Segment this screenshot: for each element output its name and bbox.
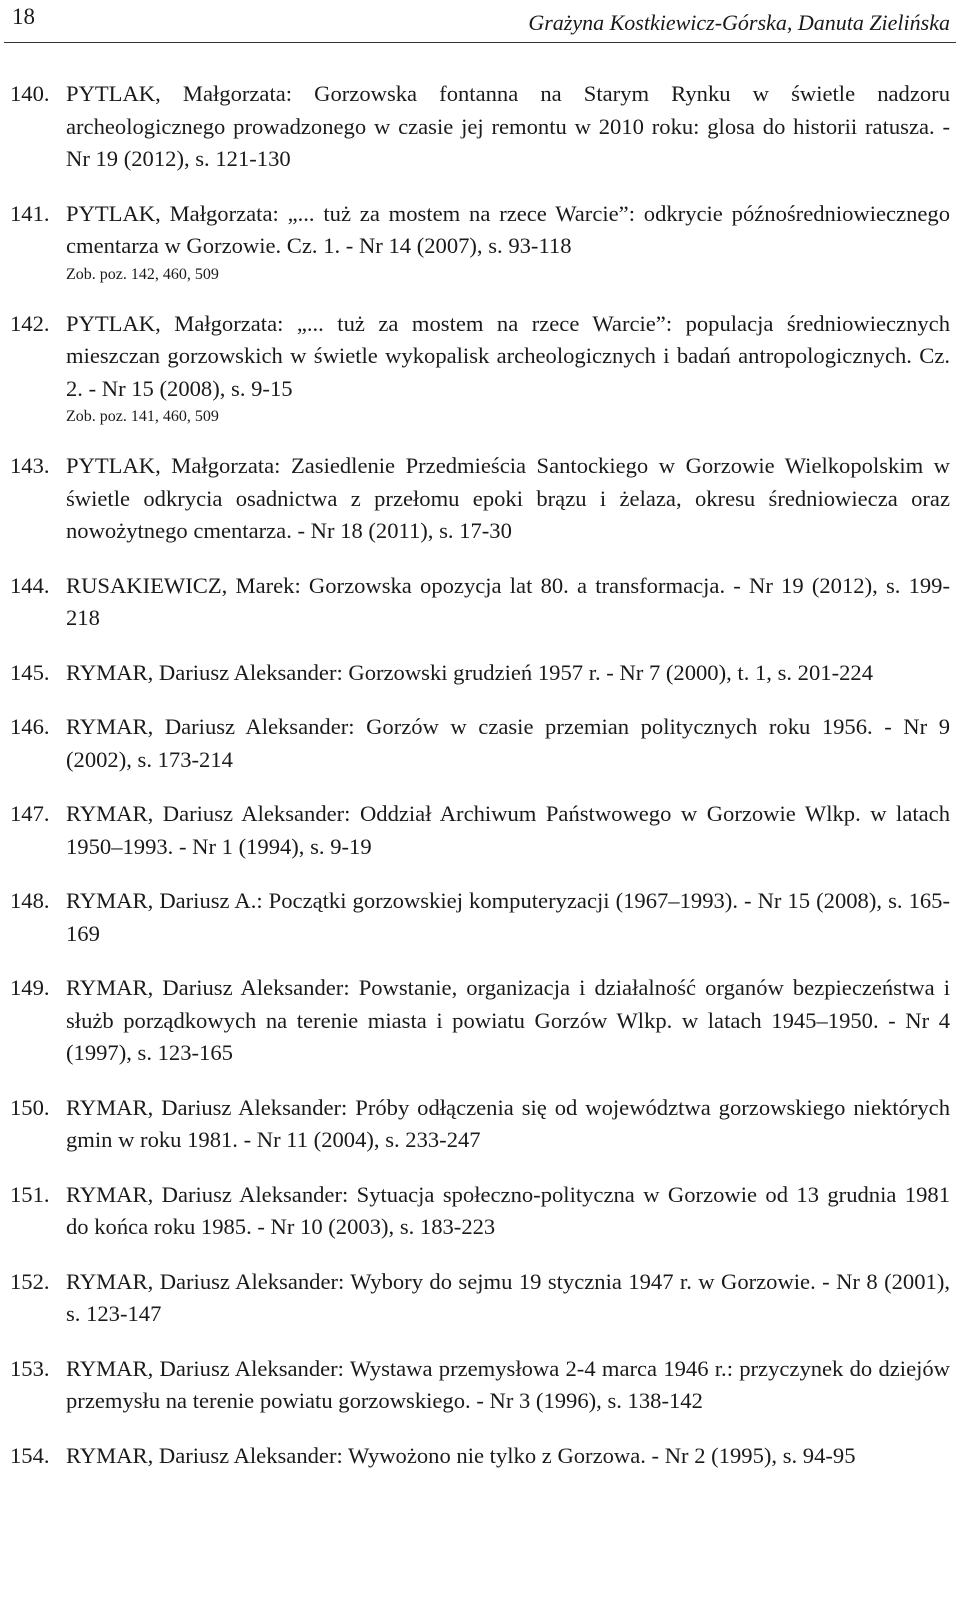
entry-text: RYMAR, Dariusz Aleksander: Wystawa przemysłowa 2-4 marca 1946 r.: przyczynek do dziejów przemysłu na terenie powiatu gorzowskiego. - Nr 3 (1996), s. 138-142 [66, 1355, 950, 1413]
list-item [10, 308, 950, 406]
list-item [10, 657, 950, 690]
running-title: Grażyna Kostkiewicz-Górska, Danuta Zielińska [528, 10, 950, 35]
list-item [10, 78, 950, 176]
list-item [10, 1179, 950, 1244]
see-also-note: Zob. poz. 141, 460, 509 [66, 408, 219, 425]
entry-number: 140. [10, 81, 50, 106]
page-header [0, 0, 960, 44]
entry-text: RYMAR, Dariusz Aleksander: Oddział Archiwum Państwowego w Gorzowie Wlkp. w latach 1950–1993. - Nr 1 (1994), s. 9-19 [66, 801, 950, 859]
entry-number: 144. [10, 572, 50, 598]
entry-number: 149. [10, 975, 50, 1000]
list-item [10, 711, 950, 776]
list-item [10, 798, 950, 863]
list-item [10, 972, 950, 1070]
entry-number: 147. [10, 801, 50, 826]
entry-number: 148. [10, 888, 50, 913]
entry-number: 146. [10, 714, 50, 739]
entry-text: RYMAR, Dariusz Aleksander: Próby odłączenia się od województwa gorzowskiego niektórych gmin w roku 1981. - Nr 11 (2004), s. 233-247 [66, 1094, 950, 1152]
entry-text: RYMAR, Dariusz Aleksander: Wywożono nie tylko z Gorzowa. - Nr 2 (1995), s. 94-95 [66, 1442, 856, 1468]
entry-number: 143. [10, 453, 50, 478]
entry-number: 151. [10, 1181, 50, 1207]
entry-number: 152. [10, 1268, 50, 1294]
entry-number: 153. [10, 1355, 50, 1381]
list-item [10, 1266, 950, 1331]
list-item [10, 198, 950, 263]
bibliography-list [10, 78, 950, 1494]
entry-text: RYMAR, Dariusz Aleksander: Gorzowski grudzień 1957 r. - Nr 7 (2000), t. 1, s. 201-224 [66, 659, 873, 685]
entry-number: 141. [10, 200, 50, 226]
entry-text: RYMAR, Dariusz A.: Początki gorzowskiej komputeryzacji (1967–1993). - Nr 15 (2008), s. 165-169 [66, 888, 950, 946]
entry-text: PYTLAK, Małgorzata: Zasiedlenie Przedmieścia Santockiego w Gorzowie Wielkopolskim w świetle odkrycia osadnictwa z przełomu epoki brązu i żelaza, okresu średniowiecza oraz nowożytnego cmentarza. - Nr 18 (2011), s. 17-30 [66, 453, 950, 543]
list-item [10, 1092, 950, 1157]
entry-text: RYMAR, Dariusz Aleksander: Sytuacja społeczno-polityczna w Gorzowie od 13 grudnia 1981 do końca roku 1985. - Nr 10 (2003), s. 183-223 [66, 1181, 950, 1239]
list-item [10, 570, 950, 635]
list-item [10, 885, 950, 950]
entry-text: RYMAR, Dariusz Aleksander: Gorzów w czasie przemian politycznych roku 1956. - Nr 9 (2002), s. 173-214 [66, 714, 950, 772]
entry-text: RYMAR, Dariusz Aleksander: Wybory do sejmu 19 stycznia 1947 r. w Gorzowie. - Nr 8 (2001), s. 123-147 [66, 1268, 950, 1326]
entry-text: PYTLAK, Małgorzata: Gorzowska fontanna na Starym Rynku w świetle nadzoru archeologicznego prowadzonego w czasie jej remontu w 2010 roku: glosa do historii ratusza. - Nr 19 (2012), s. 121-130 [66, 81, 950, 171]
list-item [10, 1353, 950, 1418]
see-also-note: Zob. poz. 142, 460, 509 [66, 265, 219, 283]
entry-text: PYTLAK, Małgorzata: „... tuż za mostem na rzece Warcie”: odkrycie późnośredniowiecznego cmentarza w Gorzowie. Cz. 1. - Nr 14 (2007), s. 93-118 [66, 200, 950, 258]
entry-text: RUSAKIEWICZ, Marek: Gorzowska opozycja lat 80. a transformacja. - Nr 19 (2012), s. 199-218 [66, 572, 950, 630]
entry-number: 154. [10, 1442, 50, 1468]
entry-number: 150. [10, 1094, 50, 1120]
entry-text: PYTLAK, Małgorzata: „... tuż za mostem na rzece Warcie”: populacja średniowiecznych mieszczan gorzowskich w świetle wykopalisk archeologicznych i badań antropologicznych. Cz. 2. - Nr 15 (2008), s. 9-15 [66, 310, 950, 401]
entry-number: 142. [10, 310, 50, 336]
entry-text: RYMAR, Dariusz Aleksander: Powstanie, organizacja i działalność organów bezpieczeństwa i służb porządkowych na terenie miasta i powiatu Gorzów Wlkp. w latach 1945–1950. - Nr 4 (1997), s. 123-165 [66, 975, 950, 1065]
list-item [10, 1440, 950, 1473]
header-rule [4, 42, 956, 43]
list-item [10, 450, 950, 548]
page-number: 18 [12, 4, 35, 29]
entry-number: 145. [10, 659, 50, 685]
